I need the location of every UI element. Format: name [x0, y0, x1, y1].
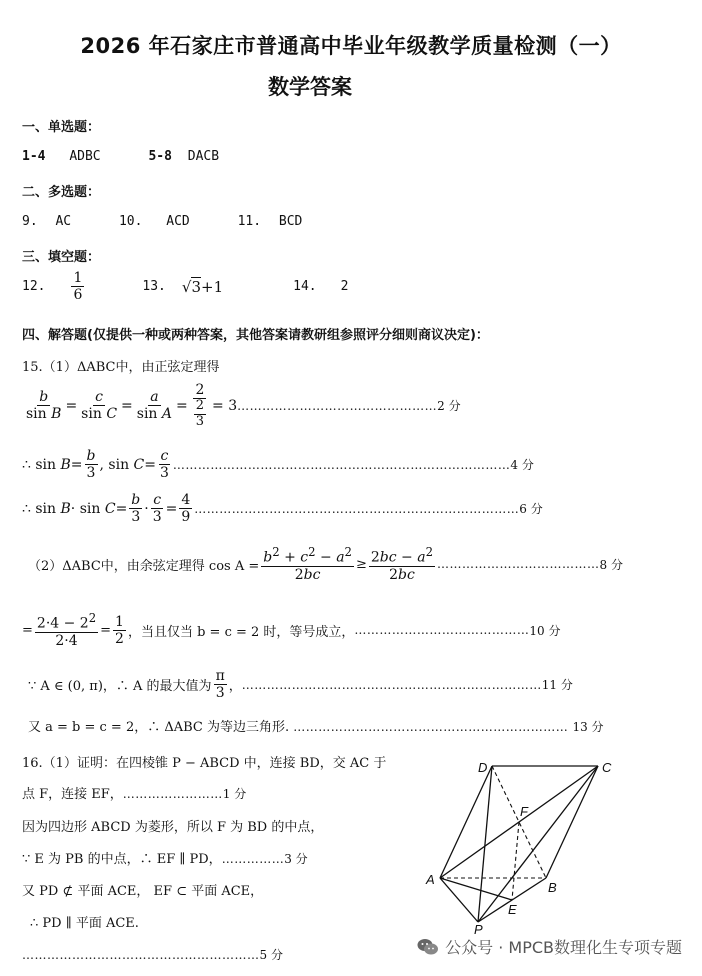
label-d: D: [478, 760, 488, 775]
answer-value: AC: [55, 214, 72, 229]
label-c: C: [602, 760, 612, 775]
edge-da: [440, 766, 492, 878]
question-number: 10.: [118, 214, 143, 229]
answer-value: ADBC: [69, 149, 101, 164]
section-heading-solve: 四、解答题(仅提供一种或两种答案，其他答案请教研组参照评分细则商议决定)：: [22, 328, 489, 343]
proof-text: ∵ E 为 PB 的中点，∴ EF ∥ PD，: [22, 852, 222, 867]
denominator: 6: [73, 287, 83, 304]
cosine-lead: （2）ΔABC中，由余弦定理得 cos A =: [28, 558, 260, 574]
answer-row-multi: [22, 214, 302, 229]
label-f: F: [520, 804, 528, 819]
page-title: 2026 年石家庄市普通高中毕业年级教学质量检测（一）: [80, 34, 622, 58]
p15-intro: 15.（1）ΔABC中，由正弦定理得: [22, 360, 220, 375]
edge-cb: [546, 766, 598, 878]
range-label: 5-8: [148, 149, 172, 164]
p15-line7: 又 a = b = c = 2，∴ ΔABC 为等边三角形. ………………………………………………………… 13 分: [28, 720, 604, 735]
edge-cp: [478, 766, 598, 922]
proof-text: 点 F，连接 EF，: [22, 787, 123, 802]
wechat-icon: [417, 938, 439, 956]
conclusion-text: 又 a = b = c = 2，∴ ΔABC 为等边三角形.: [28, 720, 290, 735]
answer-rest: +1: [201, 277, 224, 296]
pyramid-figure: [420, 756, 620, 936]
numerator: 1: [73, 270, 83, 286]
equation-tail: = 3: [212, 397, 238, 414]
section-heading-multi: 二、多选题：: [22, 185, 101, 200]
label-e: E: [508, 902, 517, 917]
watermark: [417, 935, 682, 958]
question-number: 14.: [293, 279, 317, 295]
radicand: 3: [191, 277, 201, 296]
radical-answer: √3+1: [181, 277, 224, 296]
p16-line1: 16.（1）证明：在四棱锥 P − ABCD 中，连接 BD，交 AC 于: [22, 756, 387, 771]
score-label: 2 分: [437, 399, 461, 414]
edge-dp: [478, 766, 492, 922]
label-b: B: [548, 880, 557, 895]
max-value-text: ∵ A ∈ (0, π)，∴ A 的最大值为: [28, 679, 212, 695]
answer-value: ACD: [166, 214, 190, 229]
p16-line3: 因为四边形 ABCD 为菱形，所以 F 为 BD 的中点，: [22, 820, 324, 835]
edge-ap: [440, 878, 478, 922]
answer-value: 2: [340, 279, 349, 295]
p16-line5: 又 PD ⊄ 平面 ACE， EF ⊂ 平面 ACE，: [22, 884, 264, 899]
score-label: 11 分: [541, 678, 573, 693]
answer-value: BCD: [278, 214, 303, 229]
range-label: 1-4: [22, 149, 46, 164]
p16-line2: 点 F，连接 EF，……………………1 分: [22, 787, 247, 802]
p15-line3: ∴ sin B · sin C = $\frac{b}{3}$ · $\frac{c}{3}$ = $\frac{4}{9}$ …………………………………………………………………… 6 分: [22, 492, 543, 526]
p16-line6: ∴ PD ∥ 平面 ACE.: [30, 916, 139, 931]
score-label: 4 分: [510, 458, 534, 473]
question-number: 13.: [142, 279, 166, 295]
label-a: A: [426, 872, 435, 887]
section-heading-single: 一、单选题：: [22, 120, 101, 135]
equality-condition: ，当且仅当 b = c = 2 时，等号成立，: [127, 624, 355, 640]
page-subtitle: 数学答案: [268, 75, 352, 99]
score-label: 1 分: [222, 787, 247, 801]
p16-line4: ∵ E 为 PB 的中点，∴ EF ∥ PD，……………3 分: [22, 852, 308, 867]
score-label: 13 分: [572, 720, 604, 734]
question-number: 9.: [22, 214, 38, 229]
p15-line6: ∵ A ∈ (0, π)，∴ A 的最大值为 $\frac{\pi}{3}$ ， ……………………………………………………………… 11 分: [28, 668, 573, 702]
answer-value: DACB: [187, 149, 220, 164]
question-number: 11.: [237, 214, 262, 229]
p15-line4: （2）ΔABC中，由余弦定理得 cos A = $\frac{b^2 + c^2 - a^2}{2bc}$ ≥ $\frac{2bc - a^2}{2bc}$ ………………………………… 8 分: [28, 545, 623, 583]
p15-line5: = $\frac{2\cdot 4 - 2^2}{2\cdot 4}$ = $\frac{1}{2}$ ，当且仅当 b = c = 2 时，等号成立， …………………………………… 10 分: [22, 611, 561, 649]
label-p: P: [474, 922, 483, 936]
score-label: 10 分: [529, 623, 561, 638]
edge-ae: [440, 878, 512, 900]
segment-ef-hidden: [512, 822, 519, 900]
score-label: 6 分: [519, 502, 543, 517]
question-number: 12.: [22, 279, 46, 295]
section-heading-fill: 三、填空题：: [22, 250, 101, 265]
score-label: 5 分: [259, 948, 283, 962]
score-label: 8 分: [599, 557, 623, 572]
score-label: 3 分: [284, 852, 308, 866]
answer-row-fill: [22, 270, 348, 303]
p15-line2: ∴ sin B = $\frac{b}{3}$ , sin C = $\frac{c}{3}$ ……………………………………………………………………… 4 分: [22, 448, 534, 482]
p16-line7: …………………………………………………5 分: [22, 948, 283, 962]
p15-line1: $\frac{b}{\text{sin B}}$ = $\frac{c}{\text{sin C}}$ = $\frac{a}{\text{sin A}}$ = $\frac{2}{\frac{2}{3}}$ = 3 ………………………………………… 2 分: [26, 382, 461, 430]
answer-row-single: [22, 149, 219, 164]
watermark-text: 公众号 · MPCB数理化生专项专题: [445, 938, 682, 957]
fraction-answer: [71, 270, 84, 303]
